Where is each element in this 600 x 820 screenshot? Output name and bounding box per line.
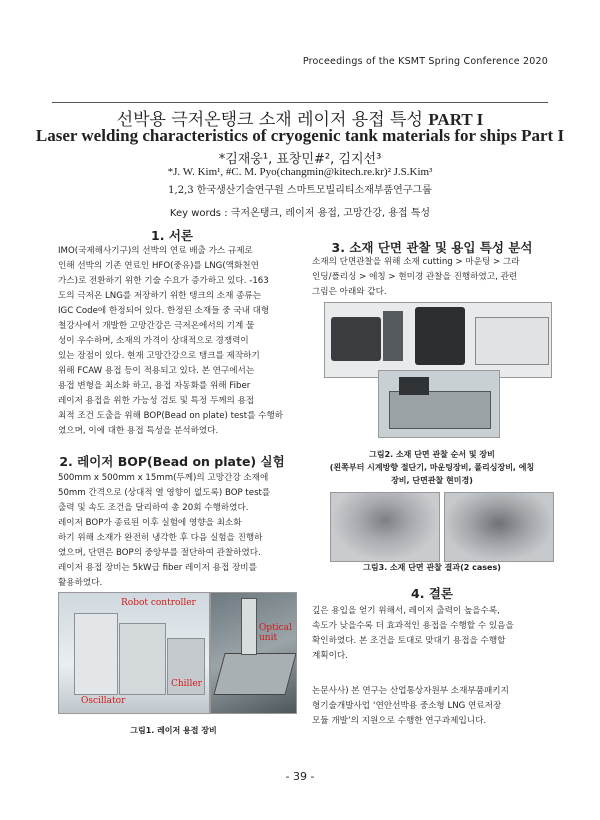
- figure1-right-photo: [210, 592, 297, 714]
- etching-machine: [475, 317, 549, 365]
- text-line: 성이 우수하며, 소재의 가격이 상대적으로 경쟁력이: [58, 336, 249, 346]
- section-intro-heading: 1. 서론: [151, 228, 193, 243]
- text-line: 하기 위해 소재가 완전히 냉각한 후 다음 실험을 진행하: [58, 533, 263, 543]
- figure3-caption: 그림3. 소재 단면 관찰 결과(2 cases): [363, 563, 501, 572]
- text-line: 출력 및 속도 조건을 달리하여 총 20회 수행하였다.: [58, 503, 249, 513]
- figure3-left-photo: [330, 492, 440, 562]
- label-robot-controller: Robot controller: [121, 598, 196, 608]
- text-line: 장비, 단면관찰 현미경): [391, 476, 473, 485]
- text-line: 500mm x 500mm x 15mm(두께)의 고망간강 소재에: [58, 473, 269, 483]
- figure2-top-photo: [324, 302, 552, 378]
- label-optical-unit: Optical unit: [259, 623, 292, 643]
- text-line: 계획이다.: [312, 651, 348, 661]
- microscope: [389, 391, 491, 429]
- section-experiment-body: [58, 471, 294, 591]
- text-line: 인딩/폴리싱 > 에칭 > 현미경 관찰을 진행하였고, 관련: [312, 272, 518, 282]
- text-line: 용접 변형을 최소화 하고, 용접 자동화를 위해 Fiber: [58, 381, 251, 391]
- text-line: 위해 FCAW 용접 등이 적용되고 있다. 본 연구에서는: [58, 366, 255, 376]
- text-line: 속도가 낮을수록 더 효과적인 용접을 수행할 수 있음을: [312, 621, 514, 631]
- machine-cabinet: [74, 613, 118, 695]
- title-korean-suffix: PART I: [428, 110, 484, 129]
- acknowledgement: [312, 684, 552, 729]
- text-line: 확인하였다. 본 조건을 토대로 맞대기 용접을 수행할: [312, 636, 506, 646]
- optical-head: [241, 598, 257, 655]
- text-line: 레이저 용접 장비는 5kW급 fiber 레이저 용접 장비를: [58, 563, 257, 573]
- figure3-right-photo: [444, 492, 554, 562]
- text-line: 모듈 개발’의 지원으로 수행한 연구과제입니다.: [312, 716, 487, 726]
- header-rule: [52, 102, 548, 103]
- keywords: Key words : 극저온탱크, 레이저 용접, 고망간강, 용접 특성: [169, 208, 431, 219]
- authors-english: *J. W. Kim¹, #C. M. Pyo(changmin@kitech.re.kr)² J.S.Kim³: [167, 166, 433, 178]
- mounting-machine: [383, 311, 403, 361]
- polishing-machine: [415, 307, 465, 365]
- label-chiller: Chiller: [171, 679, 202, 689]
- text-line: 논문사사) 본 연구는 산업통상자원부 소재부품패키지: [312, 686, 509, 696]
- figure1-caption: 그림1. 레이저 용접 장비: [130, 726, 217, 735]
- text-line: 철강사에서 개발한 고망간강은 극저온에서의 기계 물: [58, 321, 255, 331]
- section-observation-body: [312, 255, 552, 300]
- text-line: 형기술개발사업 ‘연안선박용 중소형 LNG 연료저장: [312, 701, 502, 711]
- running-header: Proceedings of the KSMT Spring Conference 2020: [302, 56, 548, 67]
- text-line: 깊은 용입을 얻기 위해서, 레이저 출력이 높을수록,: [312, 606, 500, 616]
- text-line: 가스)로 전환하기 위한 기술 수요가 증가하고 있다. -163: [58, 276, 269, 286]
- label-oscillator: Oscillator: [81, 696, 126, 706]
- text-line: IMO(국제해사기구)의 선박의 연료 배출 가스 규제로: [58, 246, 253, 256]
- page-number: - 39 -: [285, 770, 315, 783]
- authors-korean: *김재웅¹, 표창민#², 김지선³: [218, 152, 382, 167]
- section-observation-heading: 3. 소재 단면 관찰 및 용입 특성 분석: [331, 240, 533, 255]
- text-line: (왼쪽부터 시계방향 절단기, 마운팅장비, 폴리싱장비, 에칭: [329, 463, 535, 472]
- text-line: 그림2. 소재 단면 관찰 순서 및 장비: [369, 450, 495, 459]
- text-line: 레이저 BOP가 종료된 이후 실험에 영향을 최소화: [58, 518, 242, 528]
- section-intro-body: [58, 244, 294, 439]
- text-line: 였으며, 단면은 BOP의 중앙부를 절단하여 관찰하였다.: [58, 548, 261, 558]
- section-experiment-heading: 2. 레이저 BOP(Bead on plate) 실험: [59, 454, 285, 469]
- title-english: Laser welding characteristics of cryogenic tank materials for ships Part I: [35, 126, 565, 145]
- figure1-left-photo: [58, 592, 210, 714]
- text-line: 그림은 아래와 같다.: [312, 287, 387, 297]
- text-line: IGC Code에 한정되어 있다. 한정된 소재들 중 국내 대형: [58, 306, 270, 316]
- cutting-machine: [331, 317, 381, 361]
- section-conclusion-body: [312, 604, 552, 664]
- figure2-bottom-photo: [378, 370, 500, 438]
- affiliation: 1,2,3 한국생산기술연구원 스마트모빌리티소재부품연구그룹: [168, 185, 432, 196]
- section-conclusion-heading: 4. 결론: [411, 586, 453, 601]
- monitor: [399, 377, 429, 395]
- text-line: 인해 선박의 기존 연료인 HFO(중유)를 LNG(액화천연: [58, 261, 259, 271]
- title-korean-text: 선박용 극저온탱크 소재 레이저 용접 특성: [116, 110, 423, 130]
- figure2-caption: [312, 448, 552, 487]
- machine-cabinet: [119, 623, 166, 695]
- text-line: 최적 조건 도출을 위해 BOP(Bead on plate) test를 수행하: [58, 411, 284, 421]
- work-table: [213, 653, 296, 695]
- text-line: 소재의 단면관찰을 위해 소재 cutting > 마운팅 > 그라: [312, 257, 520, 267]
- text-line: 레이저 용접을 위한 가능성 검토 및 특정 두께의 용접: [58, 396, 255, 406]
- text-line: 도의 극저온 LNG를 저장하기 위한 탱크의 소재 종류는: [58, 291, 262, 301]
- text-line: 50mm 간격으로 (상대적 열 영향이 없도록) BOP test를: [58, 488, 271, 498]
- text-line: 있는 장점이 있다. 현재 고망간강으로 탱크를 제작하기: [58, 351, 260, 361]
- text-line: 활용하였다.: [58, 578, 103, 588]
- text-line: 였으며, 이에 대한 용접 특성을 분석하였다.: [58, 426, 219, 436]
